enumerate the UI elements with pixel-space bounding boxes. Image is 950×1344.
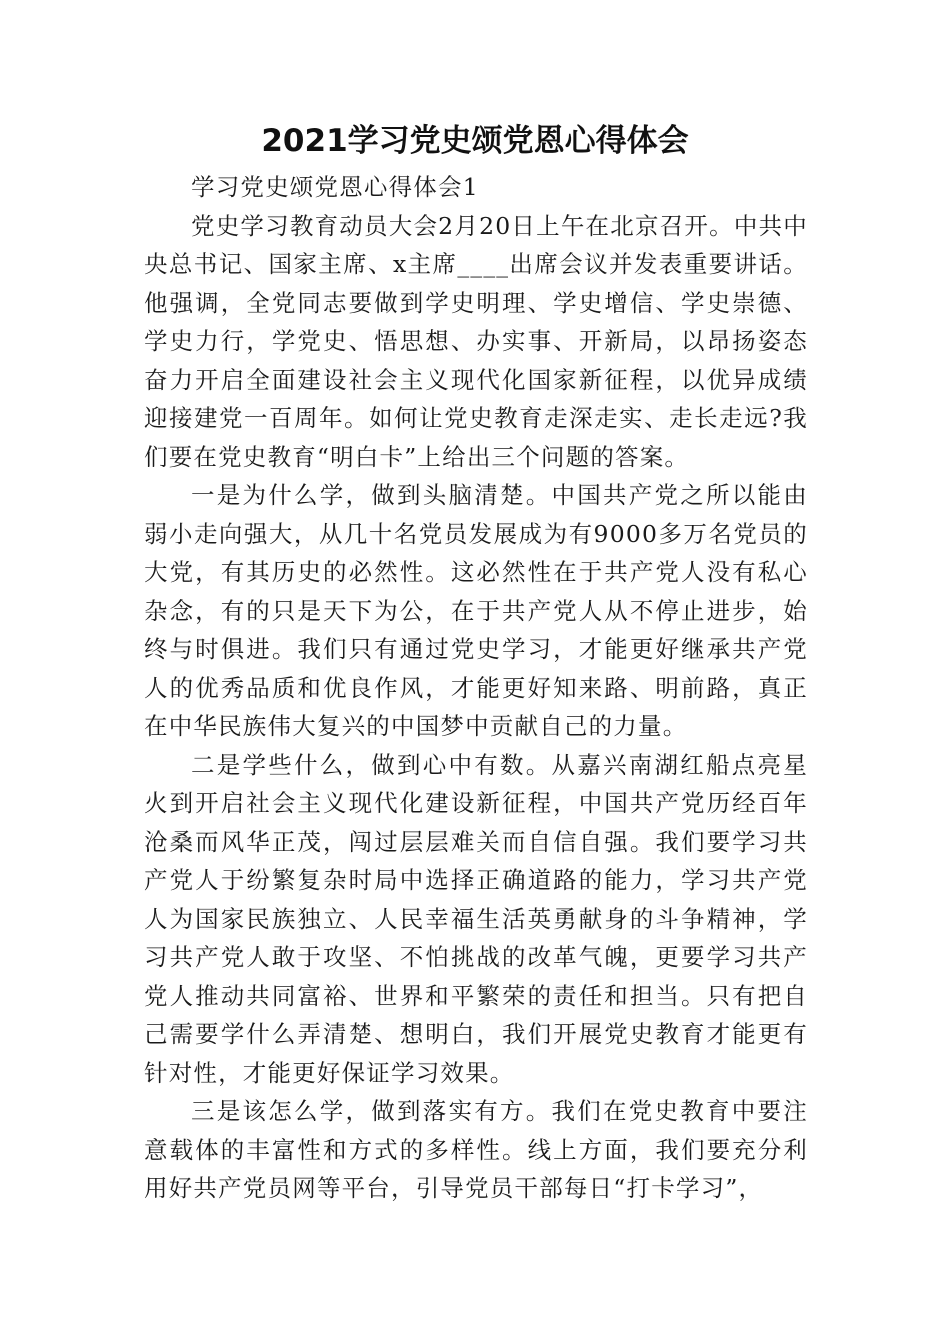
intro-paragraph: 党史学习教育动员大会2月20日上午在北京召开。中共中央总书记、国家主席、x主席____出席会议并发表重要讲话。他强调，全党同志要做到学史明理、学史增信、学史崇德、学史力行，学党史、悟思想、办实事、开新局，以昂扬姿态奋力开启全面建设社会主义现代化国家新征程，以优异成绩迎接建党一百周年。如何让党史教育走深走实、走长走远?我们要在党史教育“明白卡”上给出三个问题的答案。: [144, 211, 808, 471]
document-body: [144, 168, 808, 1208]
document-title: 2021学习党史颂党恩心得体会: [261, 123, 689, 159]
subtitle-paragraph: 学习党史颂党恩心得体会1: [191, 173, 479, 201]
point-three-paragraph: 三是该怎么学，做到落实有方。我们在党史教育中要注意载体的丰富性和方式的多样性。线上方面，我们要充分利用好共产党员网等平台，引导党员干部每日“打卡学习”，: [144, 1097, 808, 1202]
point-two-paragraph: 二是学些什么，做到心中有数。从嘉兴南湖红船点亮星火到开启社会主义现代化建设新征程，中国共产党历经百年沧桑而风华正茂，闯过层层难关而自信自强。我们要学习共产党人于纷繁复杂时局中选择正确道路的能力，学习共产党人为国家民族独立、人民幸福生活英勇献身的斗争精神，学习共产党人敢于攻坚、不怕挑战的改革气魄，更要学习共产党人推动共同富裕、世界和平繁荣的责任和担当。只有把自己需要学什么弄清楚、想明白，我们开展党史教育才能更有针对性，才能更好保证学习效果。: [144, 750, 808, 1087]
point-one-paragraph: 一是为什么学，做到头脑清楚。中国共产党之所以能由弱小走向强大，从几十名党员发展成为有9000多万名党员的大党，有其历史的必然性。这必然性在于共产党人没有私心杂念，有的只是天下为公，在于共产党人从不停止进步，始终与时俱进。我们只有通过党史学习，才能更好继承共产党人的优秀品质和优良作风，才能更好知来路、明前路，真正在中华民族伟大复兴的中国梦中贡献自己的力量。: [144, 481, 808, 740]
